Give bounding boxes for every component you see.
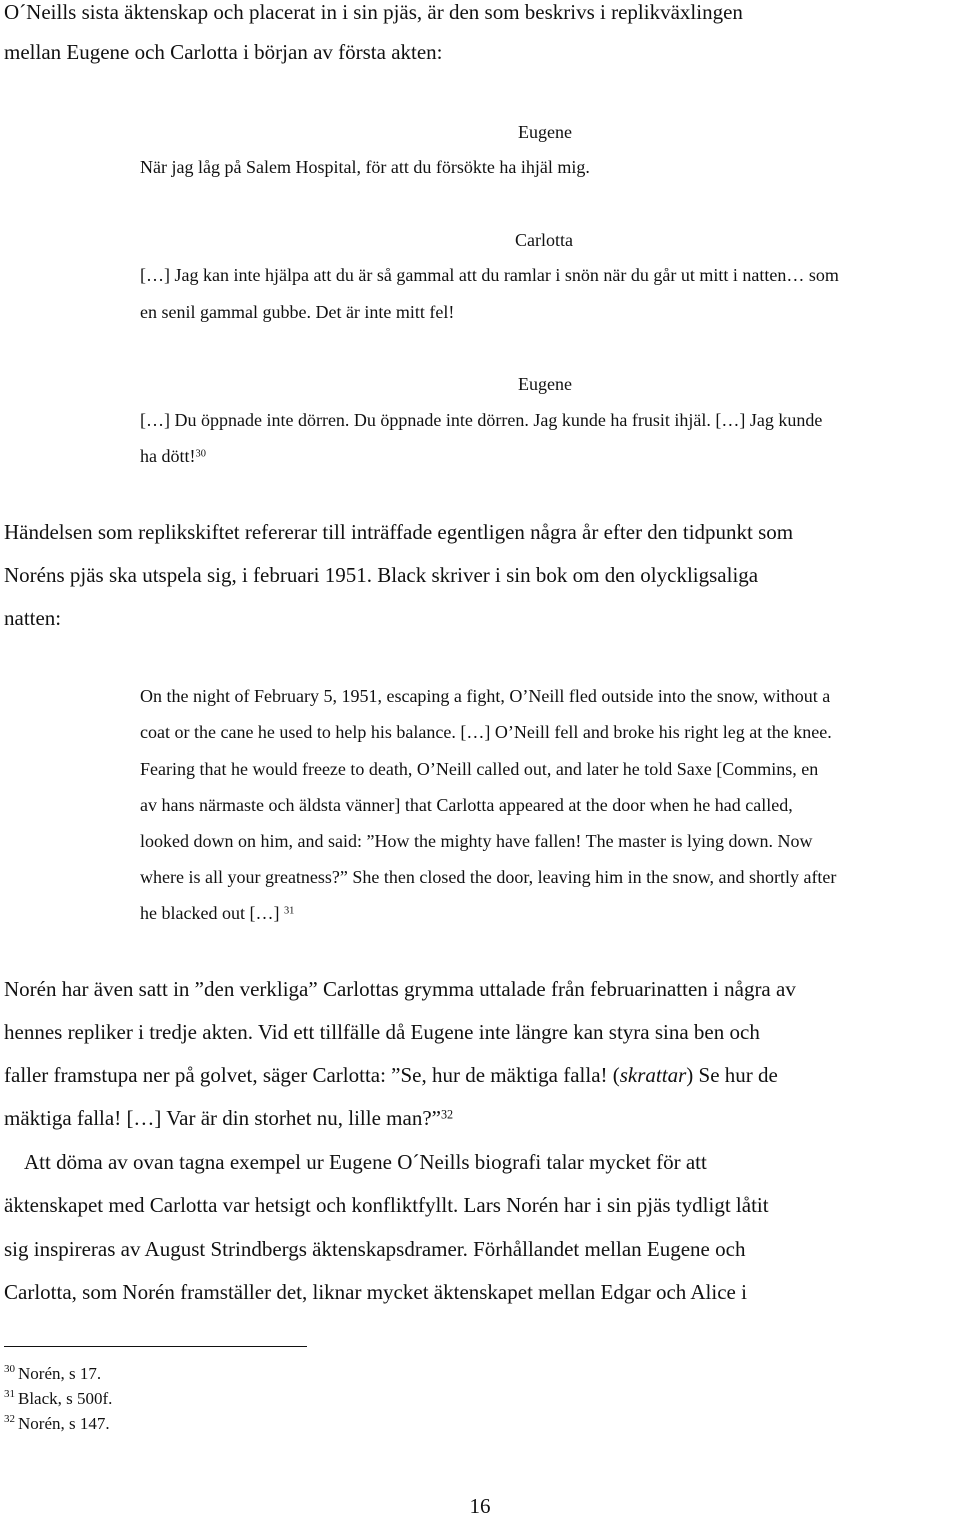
quote-line-3: Fearing that he would freeze to death, O’Neill called out, and later he told Saxe [Commins, en	[140, 759, 819, 779]
footnote-ref-31: 31	[283, 905, 295, 917]
speaker-carlotta: Carlotta	[515, 230, 573, 250]
intro-line-1: O´Neills sista äktenskap och placerat in i sin pjäs, är den som beskrivs i replikväxlingen	[4, 0, 743, 24]
dialogue-line-2b: en senil gammal gubbe. Det är inte mitt fel!	[140, 302, 455, 322]
intro-line-2: mellan Eugene och Carlotta i början av första akten:	[4, 40, 443, 64]
para3-line-3: sig inspireras av August Strindbergs äktenskapsdramer. Förhållandet mellan Eugene och	[4, 1237, 746, 1261]
para2-line-4: mäktiga falla! […] Var är din storhet nu, lille man?”$^{32}$	[4, 1106, 454, 1130]
para3-line-2: äktenskapet med Carlotta var hetsigt och konfliktfyllt. Lars Norén har i sin pjäs tydligt låtit	[4, 1193, 769, 1217]
quote-line-6: where is all your greatness?” She then closed the door, leaving him in the snow, and shortly after	[140, 867, 837, 887]
stage-direction: skrattar	[619, 1063, 687, 1087]
para2-line-3: faller framstupa ner på golvet, säger Carlotta: ”Se, hur de mäktiga falla! (skrattar) Se hur de	[4, 1063, 778, 1087]
quote-line-5: looked down on him, and said: ”How the mighty have fallen! The master is lying down. Now	[140, 831, 813, 851]
footnote-ref-32: 32	[440, 1107, 454, 1122]
dialogue-line-1: När jag låg på Salem Hospital, för att du försökte ha ihjäl mig.	[140, 157, 590, 177]
para1-line-2: Noréns pjäs ska utspela sig, i februari 1951. Black skriver i sin bok om den olyckligsaliga	[4, 563, 759, 587]
speaker-eugene-2: Eugene	[518, 374, 572, 394]
page-number: 16	[469, 1494, 491, 1518]
quote-line-1: On the night of February 5, 1951, escaping a fight, O’Neill fled outside into the snow, without a	[140, 686, 831, 706]
para1-line-1: Händelsen som replikskiftet refererar till inträffade egentligen några år efter den tidpunkt som	[4, 520, 794, 544]
dialogue-line-2a: […] Jag kan inte hjälpa att du är så gammal att du ramlar i snön när du går ut mitt i natten… som	[140, 265, 839, 285]
footnote-separator	[4, 1346, 307, 1347]
speaker-eugene-1: Eugene	[518, 122, 572, 142]
dialogue-line-3b: ha dött!$^{30}$	[140, 446, 206, 466]
footnote-ref-30: 30	[195, 448, 206, 460]
para3-line-4: Carlotta, som Norén framställer det, liknar mycket äktenskapet mellan Edgar och Alice i	[4, 1280, 747, 1304]
para2-line-2: hennes repliker i tredje akten. Vid ett tillfälle då Eugene inte längre kan styra sina ben och	[4, 1020, 760, 1044]
quote-line-7: he blacked out […] $^{31}$	[140, 903, 295, 923]
footnote-30: $^{30}$ Norén, s 17.	[4, 1363, 102, 1383]
para2-line-1: Norén har även satt in ”den verkliga” Carlottas grymma uttalade från februarinatten i några av	[4, 977, 796, 1001]
footnote-31: $^{31}$ Black, s 500f.	[4, 1388, 113, 1408]
para1-line-3: natten:	[4, 606, 62, 630]
quote-line-2: coat or the cane he used to help his balance. […] O’Neill fell and broke his right leg at the knee.	[140, 722, 832, 742]
dialogue-line-3a: […] Du öppnade inte dörren. Du öppnade inte dörren. Jag kunde ha frusit ihjäl. […] Jag kunde	[140, 410, 823, 430]
para3-line-1: Att döma av ovan tagna exempel ur Eugene O´Neills biografi talar mycket för att	[24, 1150, 707, 1174]
footnote-32: $^{32}$ Norén, s 147.	[4, 1413, 110, 1433]
quote-line-4: av hans närmaste och äldsta vänner] that Carlotta appeared at the door when he had called,	[140, 795, 793, 815]
